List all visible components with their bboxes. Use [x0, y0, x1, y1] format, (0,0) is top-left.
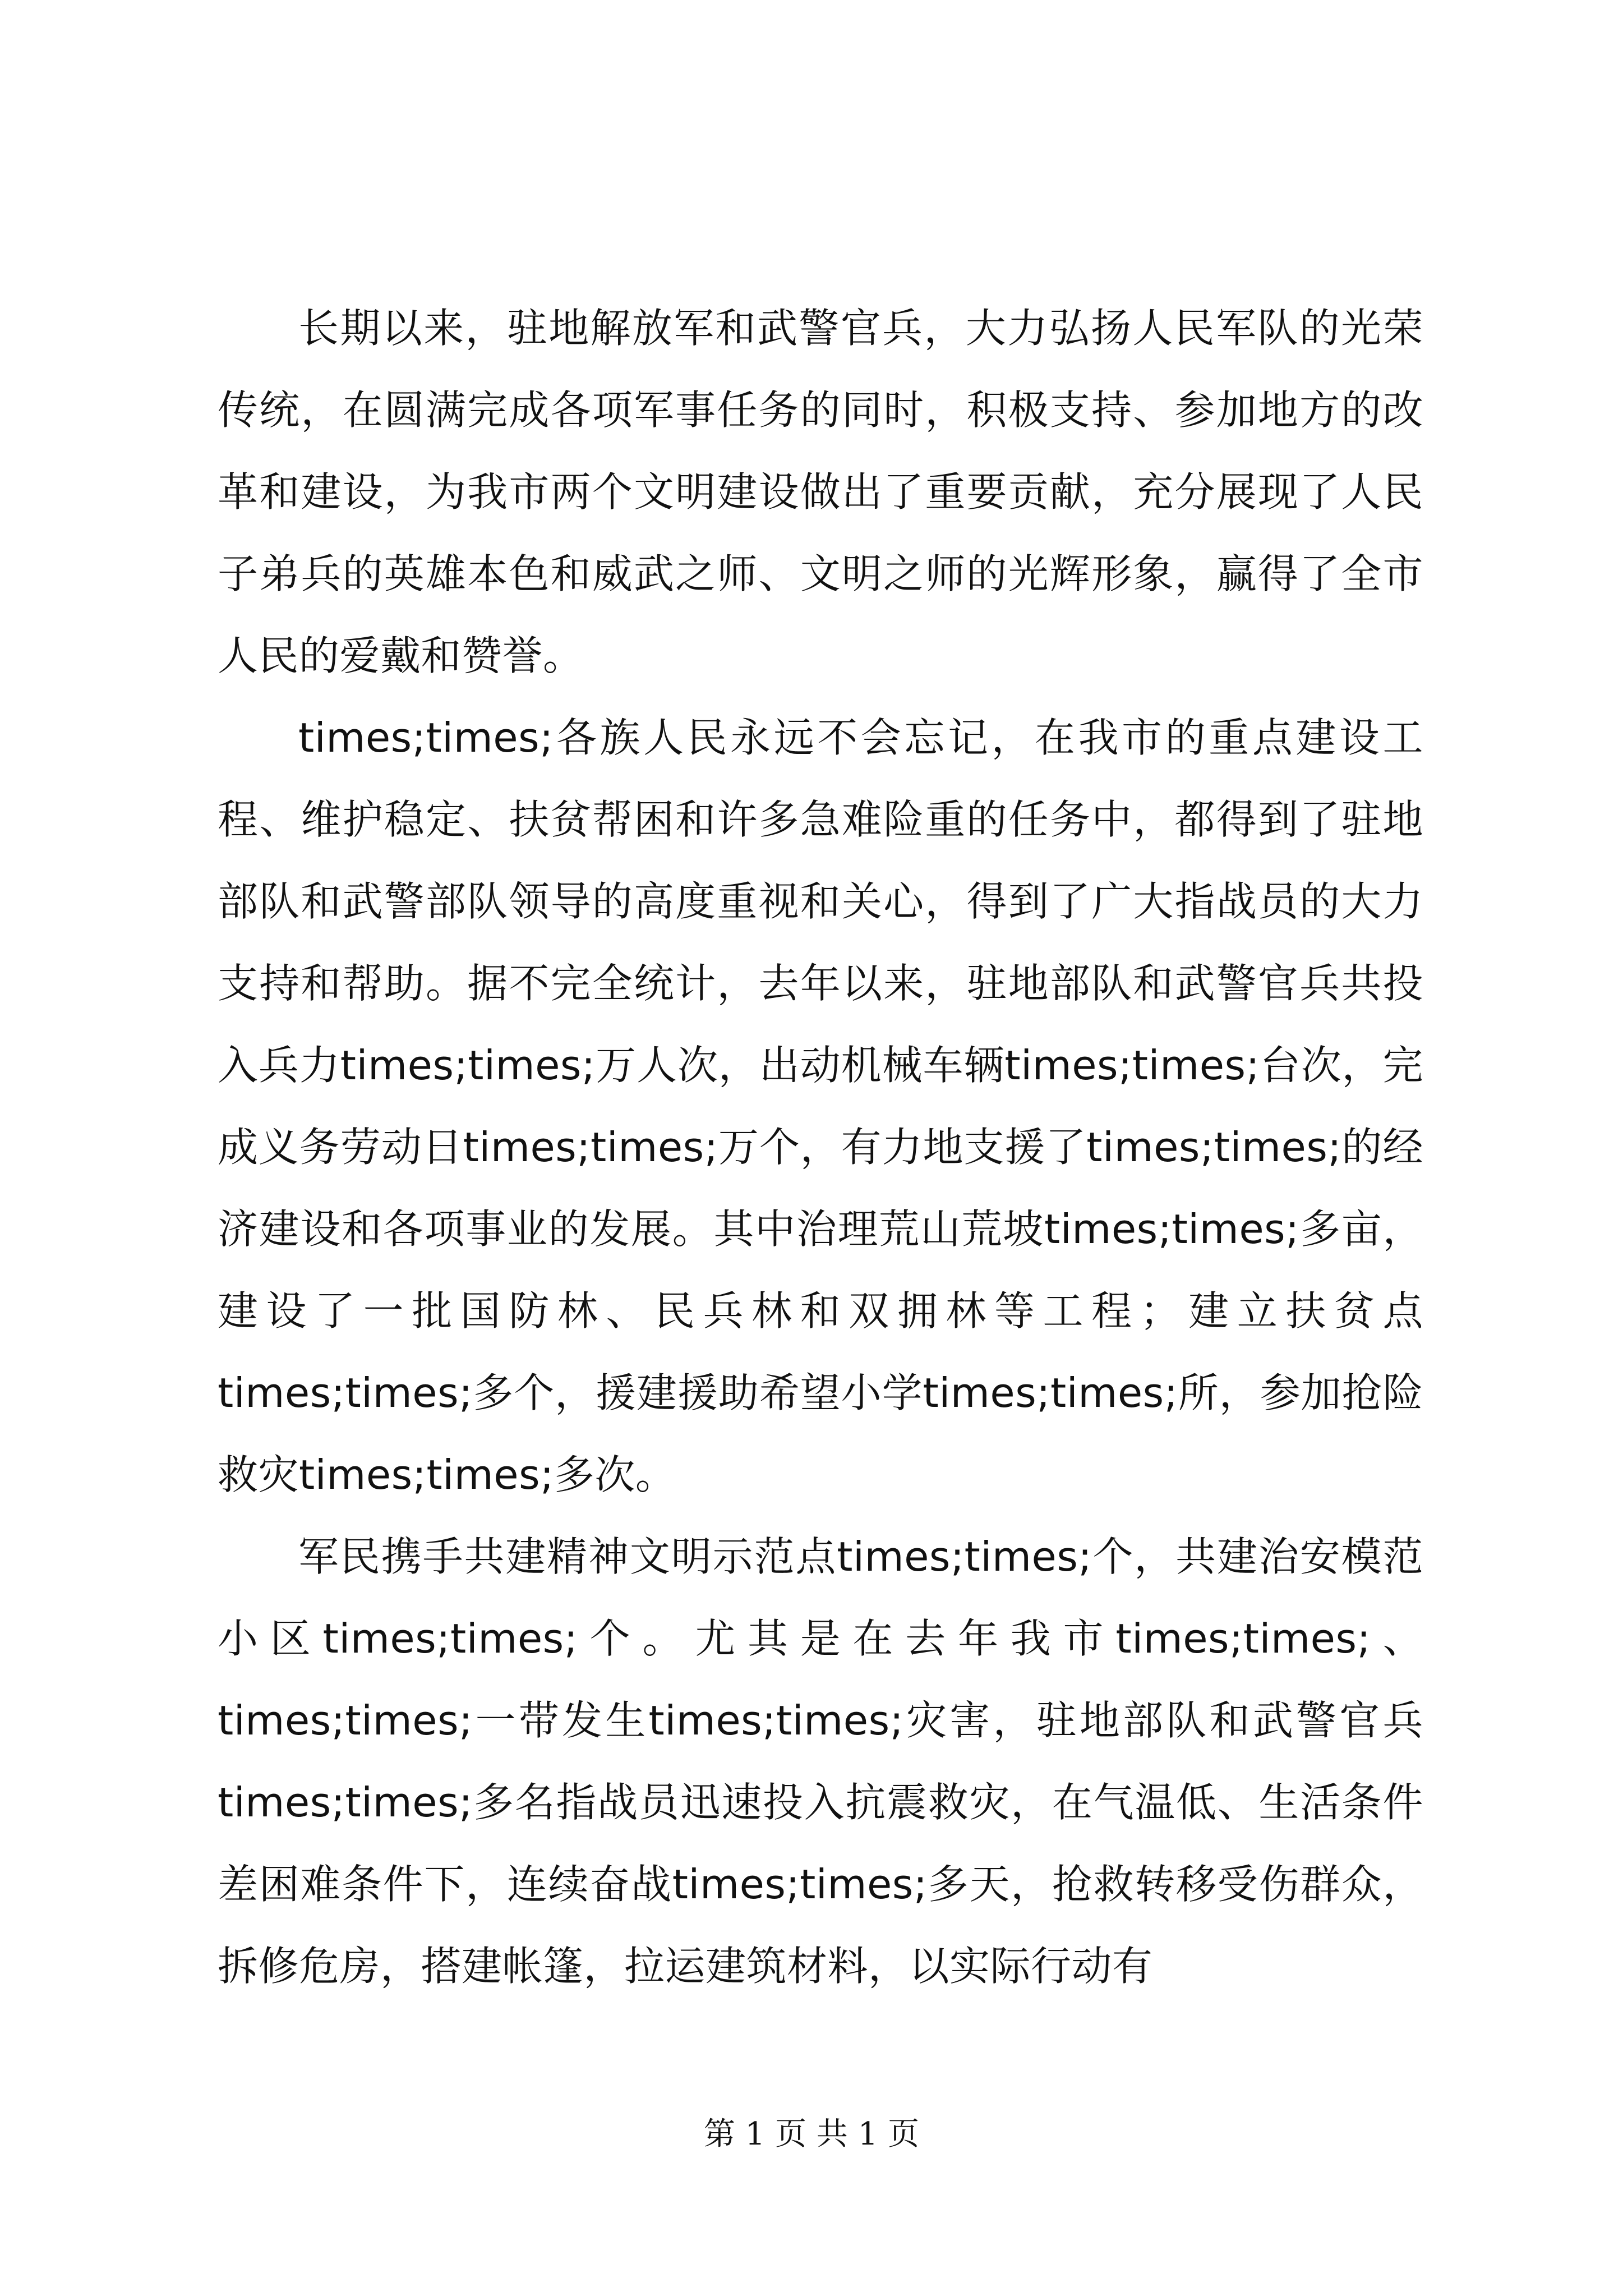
paragraph-1: 长期以来，驻地解放军和武警官兵，大力弘扬人民军队的光荣传统，在圆满完成各项军事任务的同时，积极支持、参加地方的改革和建设，为我市两个文明建设做出了重要贡献，充分展现了人民子弟兵的英雄本色和威武之师、文明之师的光辉形象，赢得了全市人民的爱戴和赞誉。	[218, 305, 1423, 679]
paragraph-2: times;times;各族人民永远不会忘记，在我市的重点建设工程、维护稳定、扶贫帮困和许多急难险重的任务中，都得到了驻地部队和武警部队领导的高度重视和关心，得到了广大指战员的大力支持和帮助。据不完全统计，去年以来，驻地部队和武警官兵共投入兵力times;times;万人次，出动机械车辆times;times;台次，完成义务劳动日times;times;万个，有力地支援了times;times;的经济建设和各项事业的发展。其中治理荒山荒坡times;times;多亩，建设了一批国防林、民兵林和双拥林等工程；建立扶贫点times;times;多个，援建援助希望小学times;times;所，参加抢险救灾times;times;多次。	[218, 714, 1423, 1498]
document-body	[218, 287, 1423, 2007]
paragraph-3: 军民携手共建精神文明示范点times;times;个，共建治安模范小区times;times;个。尤其是在去年我市times;times;、times;times;一带发生times;times;灾害，驻地部队和武警官兵times;times;多名指战员迅速投入抗震救灾，在气温低、生活条件差困难条件下，连续奋战times;times;多天，抢救转移受伤群众，拆修危房，搭建帐篷，拉运建筑材料，以实际行动有	[218, 1533, 1423, 1990]
page-footer: 第 1 页 共 1 页	[703, 2116, 920, 2152]
